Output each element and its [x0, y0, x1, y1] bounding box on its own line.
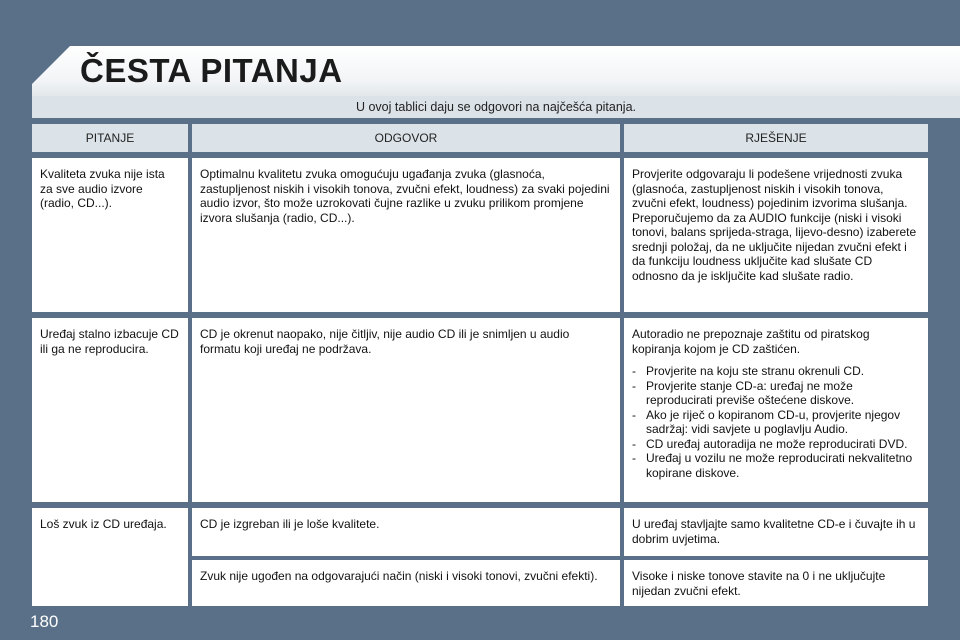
header-question: PITANJE [32, 124, 188, 152]
row3-question-text: Loš zvuk iz CD uređaja. [40, 517, 167, 531]
header-answer: ODGOVOR [192, 124, 620, 152]
row3-answer [192, 508, 620, 556]
row1-question [32, 158, 188, 312]
row1-question-text: Kvaliteta zvuka nije ista za sve audio izvore (radio, CD...). [40, 167, 165, 210]
page-title: ČESTA PITANJA [80, 52, 343, 89]
row3-answer2-text: Zvuk nije ugođen na odgovarajući način (niski i visoki tonovi, zvučni efekti). [200, 569, 598, 583]
row2-answer-text: CD je okrenut naopako, nije čitljiv, nije audio CD ili je snimljen u audio formatu koji uređaj ne podržava. [200, 327, 570, 356]
list-item: - Uređaj u vozilu ne može reproducirati nekvalitetno kopirane diskove. [632, 451, 920, 480]
list-item: - Ako je riječ o kopiranom CD-u, provjerite njegov sadržaj: vidi savjete u poglavlju Audio. [632, 408, 920, 437]
row1-solution-text: Provjerite odgovaraju li podešene vrijednosti zvuka (glasnoća, zastupljenost niskih i visokih tonova, zvučni efekt, loudness) pojedinim izvorima slušanja. Preporučujemo da za AUDIO funkcije (niski i visoki tonovi, balans sprijeda-straga, lijevo-desno) izaberete srednji položaj, da ne uključite nijedan zvučni efekt i da funkciju loudness uključite kad slušate CD odnosno da je isključite kad slušate radio. [632, 167, 917, 283]
list-item: - CD uređaj autoradija ne može reproducirati DVD. [632, 437, 920, 452]
row2-solution [624, 318, 928, 502]
row1-answer-text: Optimalnu kvalitetu zvuka omogućuju ugađanja zvuka (glasnoća, zastupljenost niskih i visokih tonova, zvučni efekt, loudness) za svaki pojedini audio izvor, što može uzrokovati čujne razlike u zvuku prilikom promjene izvora slušanja (radio, CD...). [200, 167, 610, 225]
row3-answer-text: CD je izgreban ili je loše kvalitete. [200, 517, 380, 531]
row3-answer2 [192, 560, 620, 606]
list-item: - Provjerite na koju ste stranu okrenuli CD. [632, 364, 920, 379]
row3-solution [624, 508, 928, 556]
row2-question-text: Uređaj stalno izbacuje CD ili ga ne reproducira. [40, 327, 179, 356]
row3-solution2-text: Visoke i niske tonove stavite na 0 i ne uključujte nijedan zvučni efekt. [632, 569, 886, 598]
row3-solution2 [624, 560, 928, 606]
row1-solution [624, 158, 928, 312]
row2-question [32, 318, 188, 502]
page-number: 180 [30, 612, 59, 631]
row2-answer [192, 318, 620, 502]
header-solution: RJEŠENJE [624, 124, 928, 152]
row3-question [32, 508, 188, 606]
page-subtitle: U ovoj tablici daju se odgovori na najčešća pitanja. [32, 96, 960, 118]
row2-solution-text: Autoradio ne prepoznaje zaštitu od piratskog kopiranja kojom je CD zaštićen. [632, 327, 870, 356]
row1-answer [192, 158, 620, 312]
row3-solution-text: U uređaj stavljajte samo kvalitetne CD-e i čuvajte ih u dobrim uvjetima. [632, 517, 916, 546]
row2-solution-list [632, 364, 920, 480]
list-item: - Provjerite stanje CD-a: uređaj ne može reproducirati previše oštećene diskove. [632, 379, 920, 408]
